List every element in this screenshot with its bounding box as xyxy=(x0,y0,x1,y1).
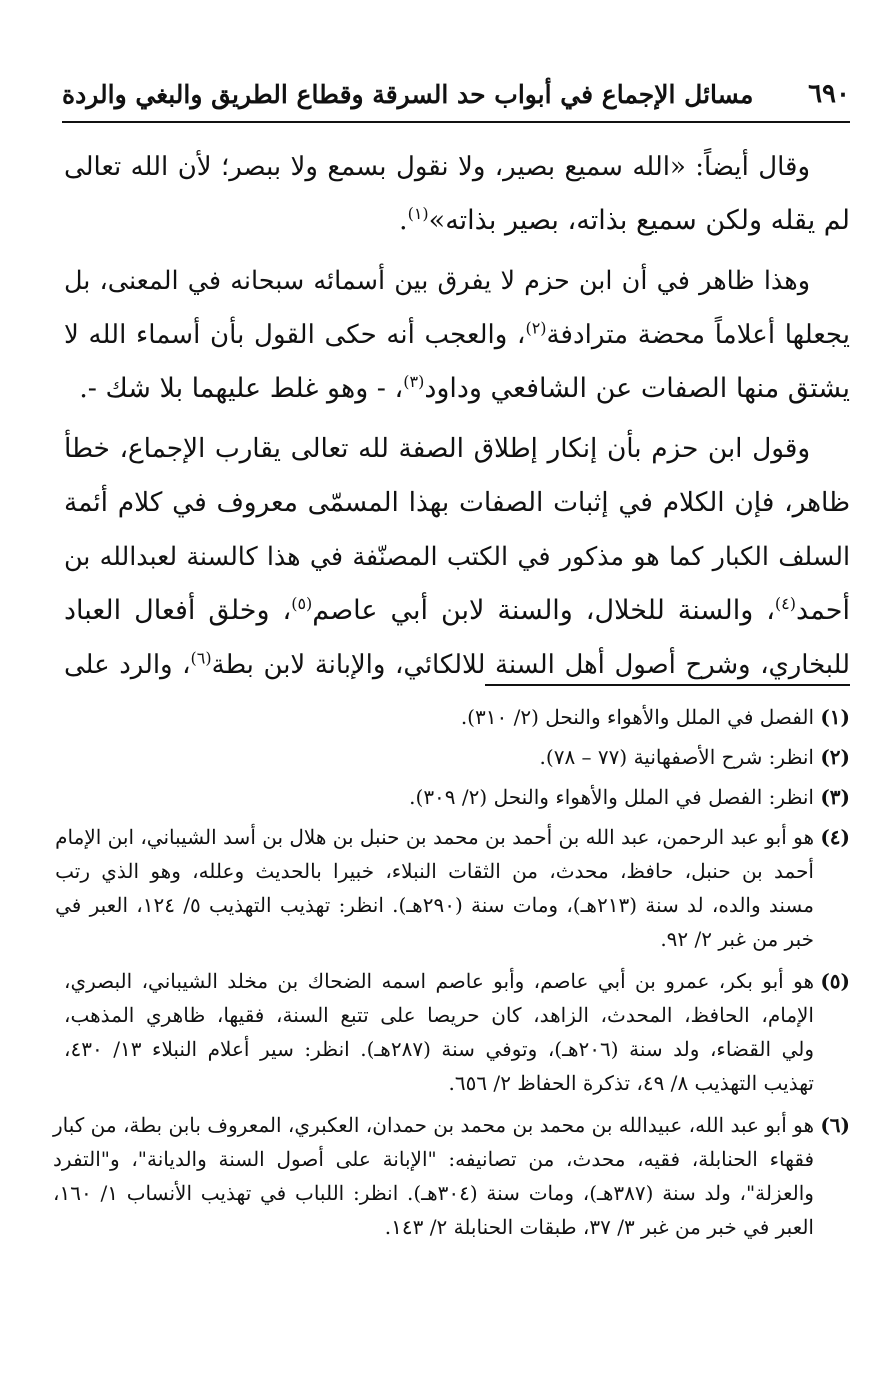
footnote-number: (٦) xyxy=(820,1113,850,1137)
footnote-line: أحمد بن حنبل، حافظ، محدث، من الثقات النبلاء، خبيرا بالحديث وعلله، وهو الذي رتب xyxy=(55,859,814,883)
text-line: وقال أيضاً: «الله سميع بصير، ولا نقول بسمع ولا ببصر؛ لأن الله تعالى xyxy=(64,152,810,182)
footnote-ref: (٣) xyxy=(403,372,425,391)
text-line: وقول ابن حزم بأن إنكار إطلاق الصفة لله تعالى يقارب الإجماع، خطأ xyxy=(64,434,810,464)
text-line: للبخاري، وشرح أصول أهل السنة للالكائي، والإبانة لابن بطة$^{(٦)}$، والرد على xyxy=(64,648,850,680)
text-line: لم يقله ولكن سميع بذاته، بصير بذاته»$^{(١)}$. xyxy=(398,204,850,236)
footnote-number: (٣) xyxy=(820,785,850,809)
footnote-6 xyxy=(53,1108,850,1244)
footnote-line: ولي القضاء، ولد سنة (٢٠٦هـ)، وتوفي سنة (٢٨٧هـ). انظر: سير أعلام النبلاء ١٣/ ٤٣٠، xyxy=(64,1037,815,1061)
text-line: يجعلها أعلاماً محضة مترادفة$^{(٢)}$، والعجب أنه حكى القول بأن أسماء الله لا xyxy=(64,318,851,350)
footnote-line: هو أبو عبد الرحمن، عبد الله بن أحمد بن محمد بن حنبل بن هلال بن أسد الشيباني، ابن الإمام xyxy=(55,825,814,849)
footnote-ref: (٤) xyxy=(774,594,797,613)
footnote-ref: (١) xyxy=(407,204,429,223)
text-line: يشتق منها الصفات عن الشافعي وداود$^{(٣)}$، - وهو غلط عليهما بلا شك -. xyxy=(79,372,850,404)
footnote-separator xyxy=(485,684,850,686)
footnote-number: (١) xyxy=(820,705,850,729)
footnote-ref: (٥) xyxy=(291,594,313,613)
running-title: مسائل الإجماع في أبواب حد السرقة وقطاع الطريق والبغي والردة xyxy=(62,79,754,109)
footnote-4 xyxy=(55,820,850,956)
footnote-line: هو أبو بكر، عمرو بن أبي عاصم، وأبو عاصم اسمه الضحاك بن مخلد الشيباني، البصري، xyxy=(64,969,814,993)
footnote-number: (٥) xyxy=(820,969,850,993)
footnote-5 xyxy=(64,964,850,1100)
footnote-line: والعزلة"، ولد سنة (٣٨٧هـ)، ومات سنة (٣٠٤هـ). انظر: اللباب في تهذيب الأنساب ١/ ١٦٠، xyxy=(53,1181,814,1205)
page-header xyxy=(62,72,850,116)
footnote-line: مسند والده، لد سنة (٢١٣هـ)، ومات سنة (٢٩٠هـ). انظر: تهذيب التهذيب ٥/ ١٢٤، العبر في xyxy=(55,893,814,917)
footnotes xyxy=(53,700,850,1250)
footnote-line: هو أبو عبد الله، عبيدالله بن محمد بن محمد بن حمدان، العكبري، المعروف بابن بطة، من كبار xyxy=(53,1113,814,1137)
footnote-line: تهذيب التهذيب ٨/ ٤٩، تذكرة الحفاظ ٢/ ٦٥٦. xyxy=(448,1071,814,1095)
footnote-3 xyxy=(64,780,850,814)
footnote-ref: (٦) xyxy=(190,648,212,668)
text-line: السلف الكبار كما هو مذكور في الكتب المصنّفة في هذا كالسنة لعبدالله بن xyxy=(64,542,850,571)
footnote-line: انظر: شرح الأصفهانية (٧٧ – ٧٨). xyxy=(539,745,814,769)
footnote-line: خبر من غبر ٢/ ٩٢. xyxy=(660,927,814,951)
page-number: ٦٩٠ xyxy=(808,79,850,109)
footnote-line: انظر: الفصل في الملل والأهواء والنحل (٢/ ٣٠٩). xyxy=(409,785,814,809)
footnote-line: العبر في خبر من غبر ٣/ ٣٧، طبقات الحنابلة ٢/ ١٤٣. xyxy=(384,1215,814,1239)
text-line: وهذا ظاهر في أن ابن حزم لا يفرق بين أسمائه سبحانه في المعنى، بل xyxy=(64,266,810,296)
footnote-2 xyxy=(64,740,850,774)
text-line: أحمد$^{(٤)}$، والسنة للخلال، والسنة لابن أبي عاصم$^{(٥)}$، وخلق أفعال العباد xyxy=(64,594,850,626)
text-line: ظاهر، فإن الكلام في إثبات الصفات بهذا المسمّى معروف في كلام أئمة xyxy=(64,488,850,518)
footnote-number: (٤) xyxy=(820,825,850,849)
header-rule xyxy=(62,121,850,123)
footnote-line: الإمام، الحافظ، المحدث، الزاهد، كان حريصا على تتبع السنة، فقيها، ظاهري المذهب، xyxy=(64,1003,814,1027)
footnote-ref: (٢) xyxy=(525,318,547,338)
footnote-line: فقهاء الحنابلة، فقيه، محدث، من تصانيفه: "الإبانة على أصول السنة والديانة"، و"التفرد xyxy=(53,1147,814,1171)
footnote-1 xyxy=(64,700,850,734)
main-text xyxy=(64,140,850,692)
footnote-number: (٢) xyxy=(820,745,850,769)
footnote-line: الفصل في الملل والأهواء والنحل (٢/ ٣١٠). xyxy=(460,705,814,729)
